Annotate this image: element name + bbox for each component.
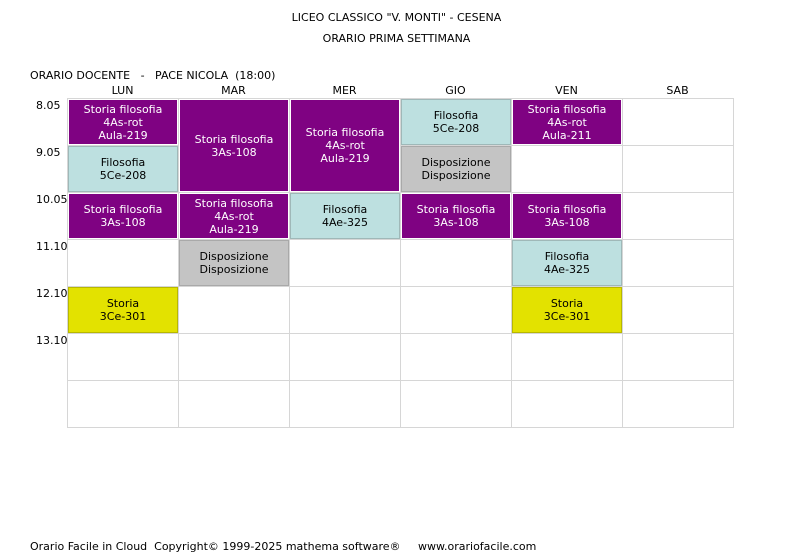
day-header-ven: VEN <box>555 84 578 97</box>
grid-hline <box>67 239 734 240</box>
day-header-gio: GIO <box>445 84 466 97</box>
lesson-line: Storia filosofia <box>527 203 607 216</box>
lesson-block[interactable] <box>290 193 400 239</box>
grid-vline <box>733 98 734 427</box>
day-header-mar: MAR <box>221 84 246 97</box>
lesson-block[interactable] <box>68 287 178 333</box>
footer-copyright: Orario Facile in Cloud Copyright© 1999-2025 mathema software® www.orariofacile.com <box>30 540 537 553</box>
lesson-line: Storia filosofia <box>83 102 163 116</box>
lesson-block[interactable] <box>179 99 289 192</box>
grid-hline <box>67 427 734 428</box>
lesson-line: Filosofia <box>544 250 590 263</box>
lesson-line: Aula-219 <box>209 222 259 236</box>
lesson-line: Storia filosofia <box>416 203 496 216</box>
lesson-block[interactable] <box>512 193 622 239</box>
lesson-line: Aula-211 <box>542 128 592 142</box>
lesson-line: 4Ae-325 <box>321 216 369 229</box>
lesson-line: 4As-rot <box>103 115 143 129</box>
time-label: 9.05 <box>36 146 61 159</box>
day-header-lun: LUN <box>111 84 134 97</box>
lesson-block[interactable] <box>179 193 289 239</box>
lesson-line: Filosofia <box>100 156 146 169</box>
time-label: 13.10 <box>36 334 68 347</box>
lesson-line: Storia filosofia <box>194 196 274 210</box>
lesson-block[interactable] <box>512 240 622 286</box>
lesson-line: Storia <box>106 297 140 310</box>
lesson-line: 3As-108 <box>433 216 479 229</box>
lesson-line: Storia filosofia <box>194 132 274 146</box>
schedule-subtitle: ORARIO PRIMA SETTIMANA <box>322 32 471 45</box>
lesson-line: 3As-108 <box>100 216 146 229</box>
lesson-line: 4As-rot <box>547 115 587 129</box>
lesson-line: Storia <box>550 297 584 310</box>
school-title: LICEO CLASSICO "V. MONTI" - CESENA <box>291 11 502 24</box>
lesson-line: 4Ae-325 <box>543 263 591 276</box>
lesson-block[interactable] <box>512 287 622 333</box>
lesson-block[interactable] <box>68 193 178 239</box>
grid-vline <box>622 98 623 427</box>
lesson-line: Disposizione <box>199 263 269 276</box>
lesson-block[interactable] <box>68 146 178 192</box>
lesson-line: Aula-219 <box>320 152 370 165</box>
lesson-line: 3As-108 <box>544 216 590 229</box>
lesson-line: 4As-rot <box>325 139 365 152</box>
lesson-line: 3Ce-301 <box>543 310 591 323</box>
lesson-block[interactable] <box>401 99 511 145</box>
time-label: 11.10 <box>36 240 68 253</box>
time-label: 10.05 <box>36 193 68 206</box>
lesson-block[interactable] <box>290 99 400 192</box>
lesson-block[interactable] <box>68 99 178 145</box>
lesson-line: Disposizione <box>421 169 491 182</box>
lesson-line: Storia filosofia <box>83 203 163 216</box>
lesson-line: 3As-108 <box>211 145 257 159</box>
lesson-line: Disposizione <box>199 250 269 263</box>
grid-hline <box>67 380 734 381</box>
lesson-line: Storia filosofia <box>305 126 385 139</box>
teacher-line: ORARIO DOCENTE - PACE NICOLA (18:00) <box>30 69 276 82</box>
day-header-mer: MER <box>332 84 357 97</box>
lesson-line: 3Ce-301 <box>99 310 147 323</box>
time-label: 8.05 <box>36 99 61 112</box>
lesson-line: Disposizione <box>421 156 491 169</box>
lesson-block[interactable] <box>179 240 289 286</box>
lesson-line: Storia filosofia <box>527 102 607 116</box>
lesson-line: Aula-219 <box>98 128 148 142</box>
lesson-block[interactable] <box>401 146 511 192</box>
lesson-block[interactable] <box>512 99 622 145</box>
lesson-line: Filosofia <box>322 203 368 216</box>
lesson-block[interactable] <box>401 193 511 239</box>
day-header-sab: SAB <box>666 84 689 97</box>
time-label: 12.10 <box>36 287 68 300</box>
lesson-line: 4As-rot <box>214 209 254 223</box>
lesson-line: 5Ce-208 <box>432 122 480 135</box>
lesson-line: 5Ce-208 <box>99 169 147 182</box>
lesson-line: Filosofia <box>433 109 479 122</box>
grid-hline <box>67 333 734 334</box>
